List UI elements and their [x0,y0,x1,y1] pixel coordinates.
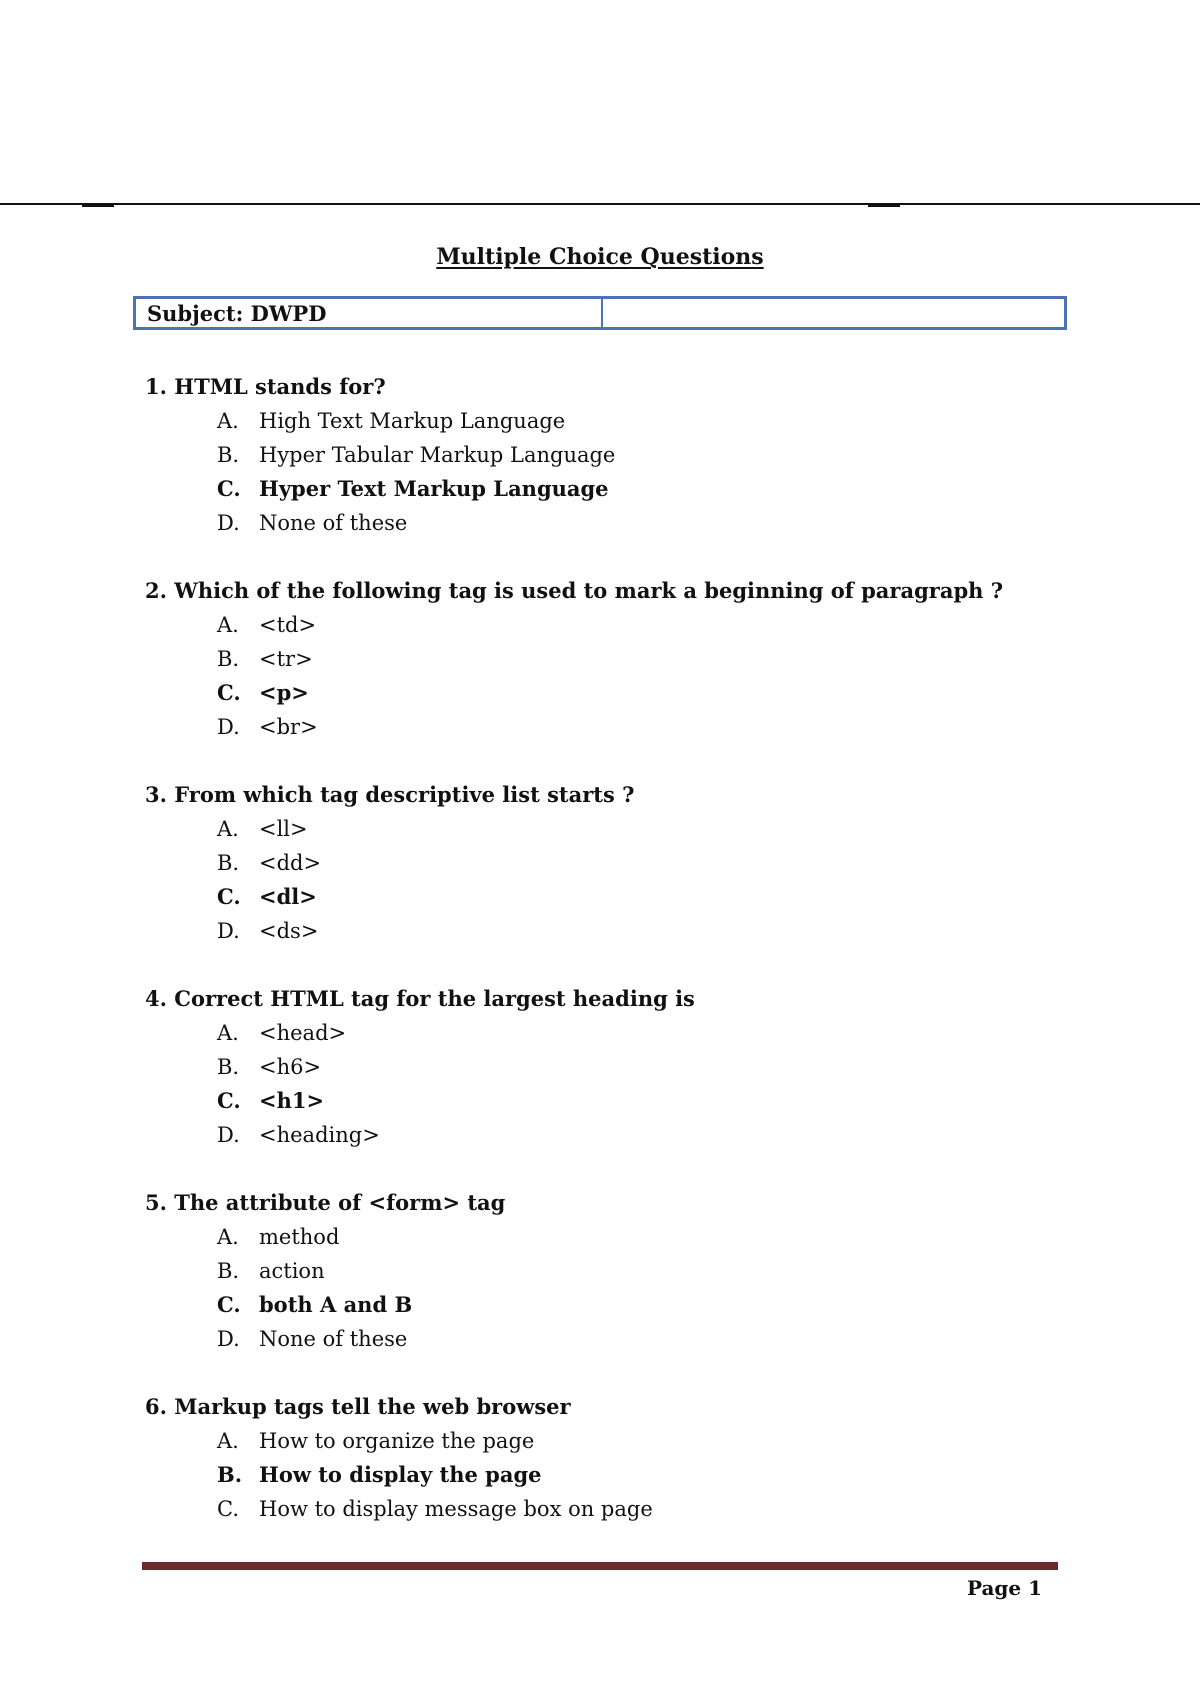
option-letter: C. [217,1497,239,1521]
option-letter: A. [217,1021,239,1045]
option-5-a [217,1220,1095,1254]
question-list [145,370,1095,1560]
option-list [145,1220,1095,1356]
option-4-a [217,1016,1095,1050]
option-6-b [217,1458,1095,1492]
option-text: <br> [259,715,318,739]
option-text: <p> [259,680,309,705]
option-4-b [217,1050,1095,1084]
option-letter: C. [217,476,241,501]
option-1-d [217,506,1095,540]
option-list [145,608,1095,744]
option-letter: B. [217,443,240,467]
option-letter: C. [217,1292,241,1317]
option-text: Hyper Tabular Markup Language [259,443,616,467]
option-text: <dl> [259,884,317,909]
option-text: action [259,1259,325,1283]
question-5 [145,1186,1095,1356]
option-3-c [217,880,1095,914]
option-text: both A and B [259,1292,413,1317]
option-letter: D. [217,1123,240,1147]
option-letter: A. [217,817,239,841]
option-letter: B. [217,851,240,875]
question-text: 4. Correct HTML tag for the largest heading is [145,986,695,1011]
option-text: <dd> [259,851,322,875]
subject-label: Subject: DWPD [136,299,603,327]
option-1-b [217,438,1095,472]
question-4 [145,982,1095,1152]
option-letter: D. [217,511,240,535]
option-letter: A. [217,1225,239,1249]
subject-value [603,299,1064,327]
question-text: 3. From which tag descriptive list starts ? [145,782,635,807]
header-rule-tick-right [868,205,900,207]
option-3-d [217,914,1095,948]
option-1-c [217,472,1095,506]
subject-table [133,296,1067,330]
option-letter: A. [217,409,239,433]
question-text: 5. The attribute of <form> tag [145,1190,506,1215]
option-text: None of these [259,1327,408,1351]
option-3-a [217,812,1095,846]
option-letter: D. [217,1327,240,1351]
option-text: High Text Markup Language [259,409,566,433]
option-5-d [217,1322,1095,1356]
option-text: <h1> [259,1088,325,1113]
option-text: <ll> [259,817,308,841]
page-number: Page 1 [966,1576,1042,1600]
option-2-a [217,608,1095,642]
option-letter: B. [217,647,240,671]
option-2-c [217,676,1095,710]
question-2 [145,574,1095,744]
option-1-a [217,404,1095,438]
option-text: How to organize the page [259,1429,535,1453]
option-text: Hyper Text Markup Language [259,476,609,501]
footer-rule [142,1562,1058,1570]
option-5-c [217,1288,1095,1322]
option-3-b [217,846,1095,880]
option-text: How to display message box on page [259,1497,653,1521]
option-text: <head> [259,1021,347,1045]
option-list [145,1424,1095,1526]
question-text: 2. Which of the following tag is used to mark a beginning of paragraph ? [145,578,1004,603]
option-text: <h6> [259,1055,322,1079]
option-list [145,404,1095,540]
header-rule [0,203,1200,205]
option-text: <tr> [259,647,313,671]
option-text: None of these [259,511,408,535]
question-1 [145,370,1095,540]
option-letter: D. [217,919,240,943]
option-letter: B. [217,1055,240,1079]
option-text: <ds> [259,919,319,943]
option-list [145,812,1095,948]
question-3 [145,778,1095,948]
page-title: Multiple Choice Questions [436,244,764,270]
option-letter: A. [217,613,239,637]
option-letter: A. [217,1429,239,1453]
option-text: How to display the page [259,1462,542,1487]
option-letter: B. [217,1462,243,1487]
option-letter: C. [217,884,241,909]
option-text: <heading> [259,1123,380,1147]
option-4-d [217,1118,1095,1152]
question-6 [145,1390,1095,1526]
option-letter: B. [217,1259,240,1283]
option-letter: C. [217,1088,241,1113]
option-2-b [217,642,1095,676]
option-list [145,1016,1095,1152]
option-text: method [259,1225,340,1249]
option-letter: D. [217,715,240,739]
question-text: 6. Markup tags tell the web browser [145,1394,571,1419]
option-text: <td> [259,613,317,637]
question-text: 1. HTML stands for? [145,374,386,399]
option-6-a [217,1424,1095,1458]
option-4-c [217,1084,1095,1118]
header-rule-tick-left [82,205,114,207]
option-5-b [217,1254,1095,1288]
option-2-d [217,710,1095,744]
option-6-c [217,1492,1095,1526]
option-letter: C. [217,680,241,705]
